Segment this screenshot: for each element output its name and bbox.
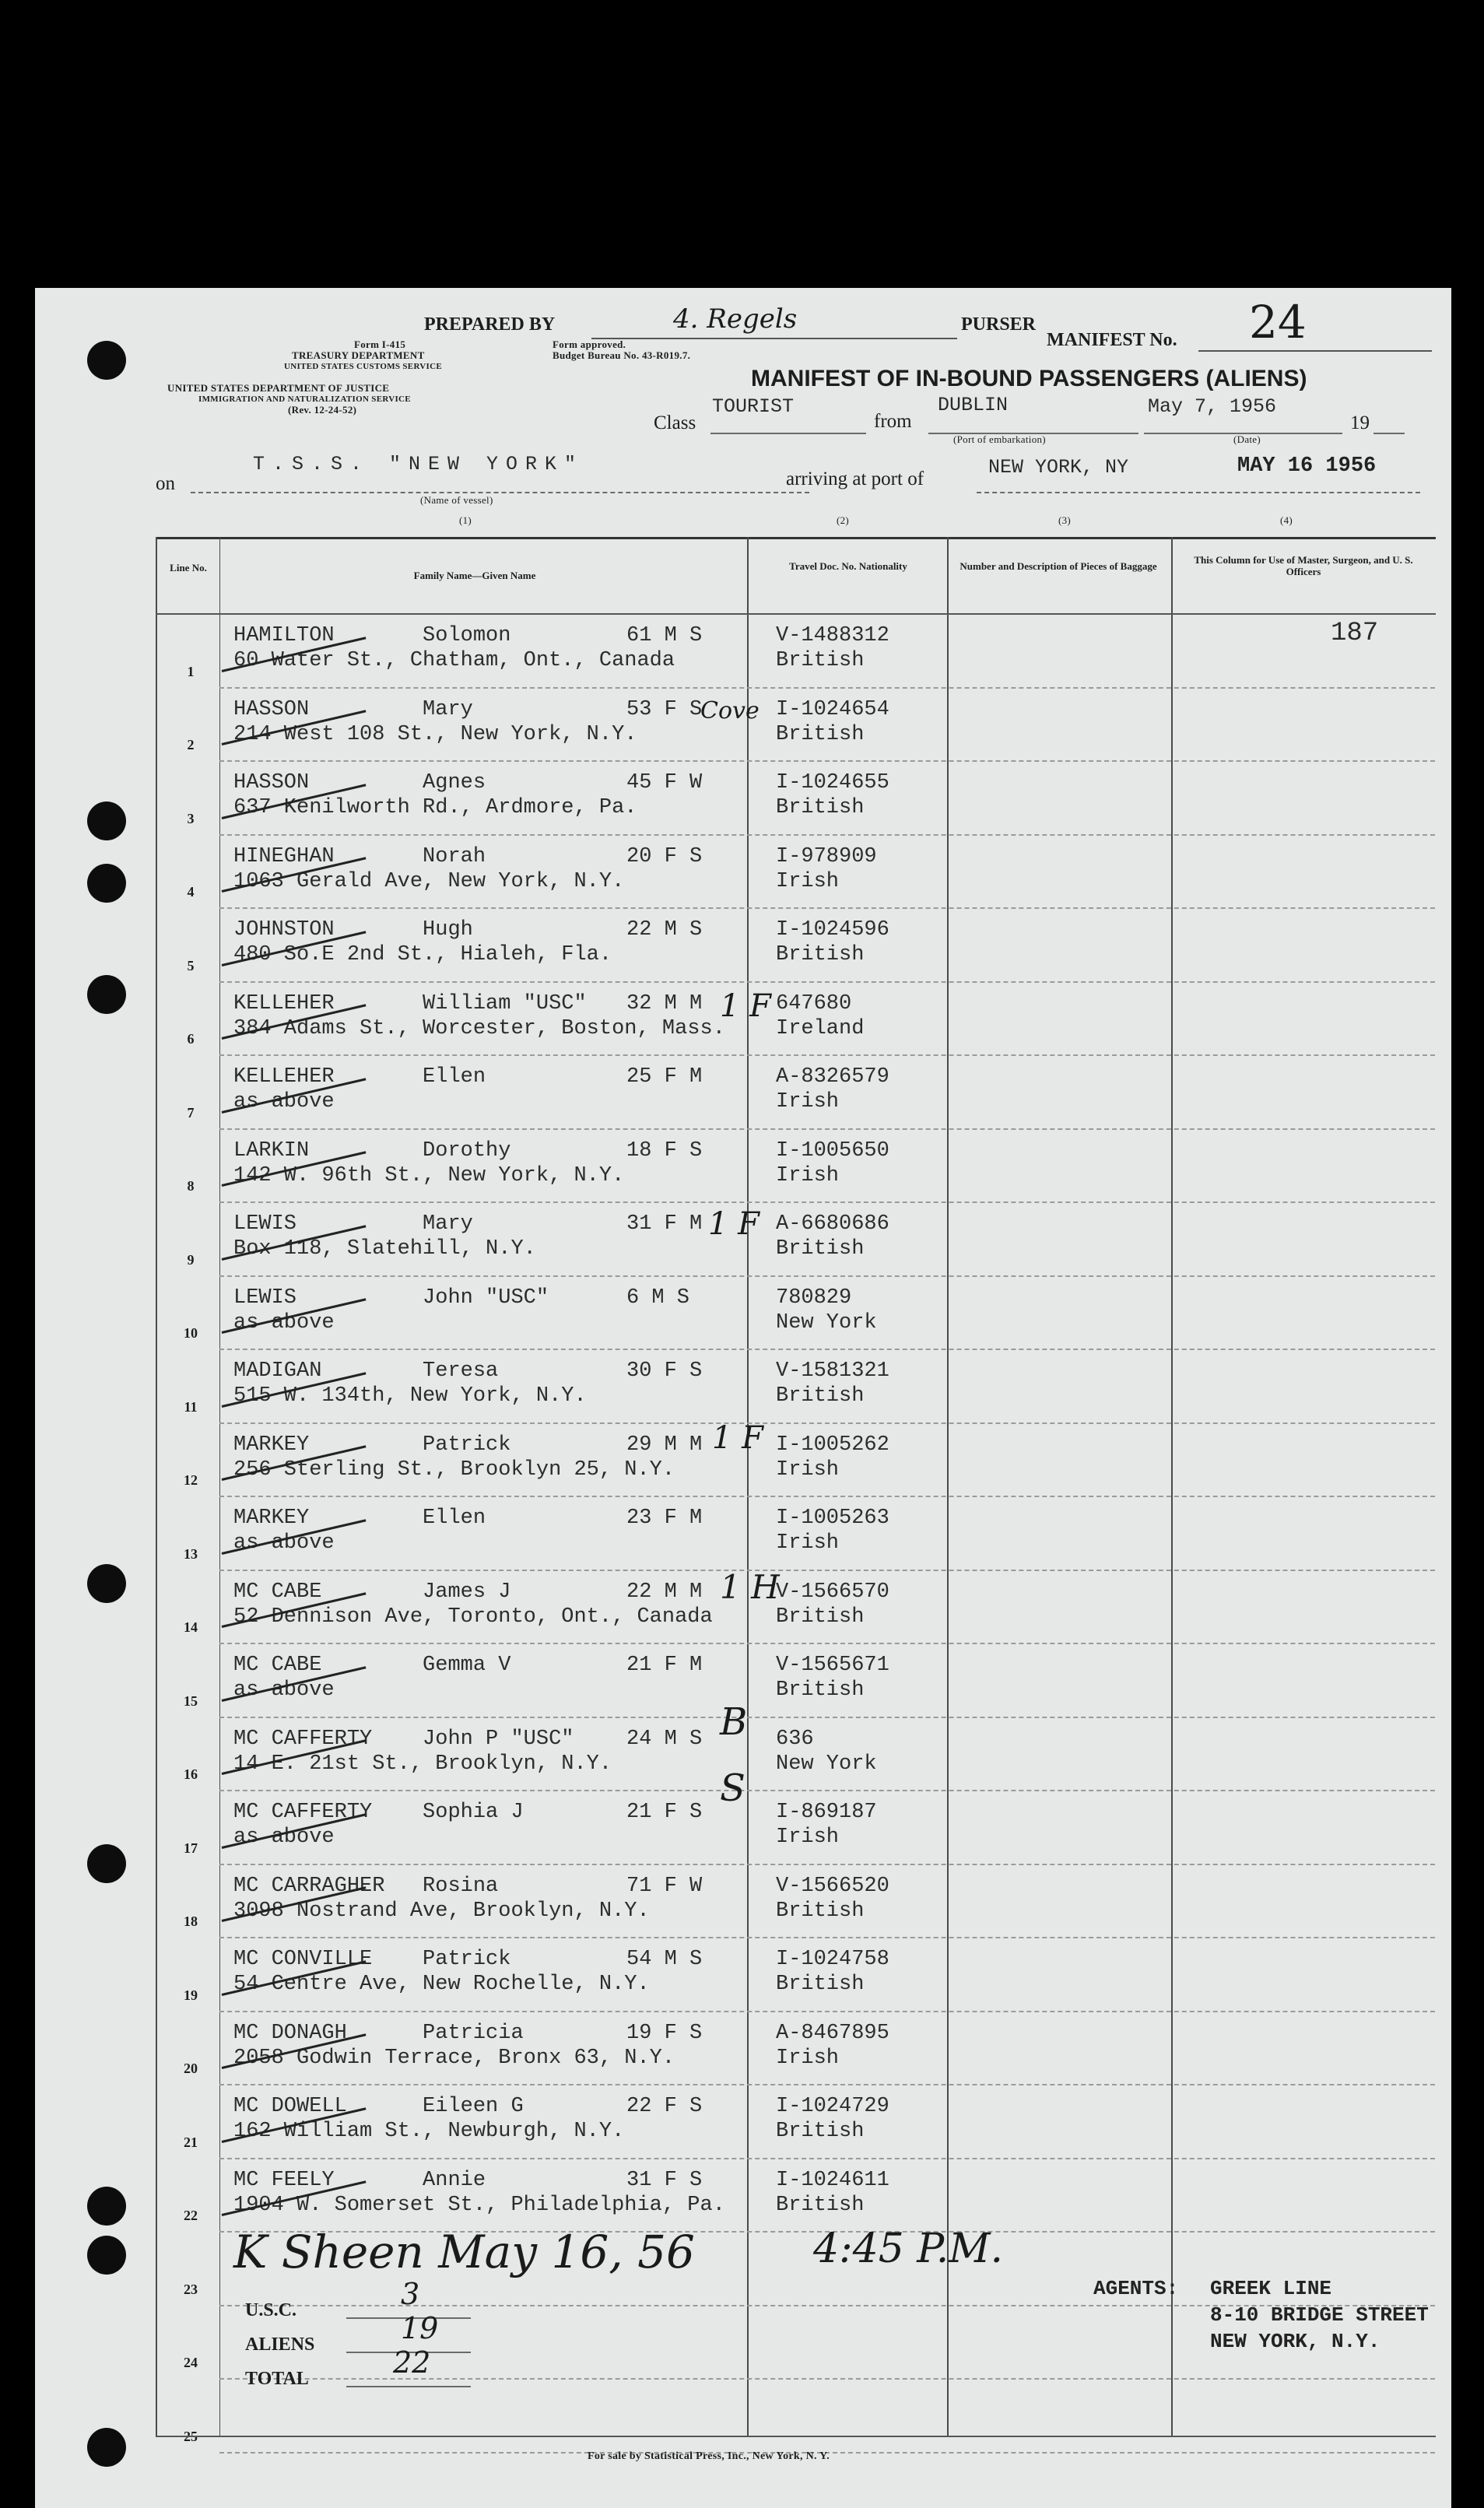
age-sex-status: 30 F S	[626, 1359, 703, 1383]
passenger-name: MARKEY Ellen	[233, 1507, 486, 1530]
punch-hole	[87, 1844, 126, 1883]
line-number: 3	[187, 810, 195, 826]
purser-label: PURSER	[961, 314, 1037, 335]
travel-doc-number: I-978909	[776, 844, 877, 868]
vessel-label: (Name of vessel)	[420, 494, 493, 506]
line-number: 10	[184, 1325, 198, 1341]
passenger-name: LARKIN Dorothy	[233, 1138, 511, 1163]
passenger-name: HASSON Agnes	[233, 771, 486, 794]
form-revision: (Rev. 12-24-52)	[288, 404, 357, 416]
nationality: Irish	[776, 1531, 840, 1555]
passenger-address: 54 Centre Ave, New Rochelle, N.Y.	[233, 1973, 650, 1996]
total-label: TOTAL	[245, 2369, 309, 2389]
line-number: 13	[184, 1545, 198, 1562]
passenger-address: 1904 W. Somerset St., Philadelphia, Pa.	[233, 2193, 725, 2217]
officer-count: 187	[1331, 619, 1379, 648]
punch-hole	[87, 802, 126, 840]
passenger-name: MC FEELY Annie	[233, 2168, 486, 2192]
travel-doc-number: I-1024654	[776, 697, 889, 721]
passenger-name: HASSON Mary	[233, 697, 473, 721]
total-value: 22	[393, 2345, 431, 2380]
table-left-border	[156, 537, 157, 2436]
line-number: 9	[187, 1251, 195, 1268]
nationality: New York	[776, 1310, 877, 1335]
col-head-travel-doc: Travel Doc. No. Nationality	[789, 560, 907, 572]
age-sex-status: 54 M S	[626, 1948, 703, 1971]
nationality: Irish	[776, 1826, 840, 1849]
line-number: 1	[187, 663, 195, 679]
passenger-address: 1063 Gerald Ave, New York, N.Y.	[233, 869, 625, 893]
col-num-3: (3)	[1058, 514, 1072, 526]
nationality: British	[776, 796, 865, 819]
margin-mark-cove: Cove	[700, 697, 760, 724]
punch-hole	[87, 341, 126, 380]
margin-mark-b: B	[720, 1700, 748, 1744]
col-head-officers: This Column for Use of Master, Surgeon, and U. S. Officers	[1194, 554, 1413, 577]
inspection-time: 4:45 P.M.	[813, 2226, 1004, 2272]
col-num-1: (1)	[459, 514, 472, 526]
nationality: Ireland	[776, 1016, 865, 1040]
passenger-name: HINEGHAN Norah	[233, 844, 486, 868]
age-sex-status: 18 F S	[626, 1138, 703, 1163]
class-underline	[710, 433, 866, 434]
manifest-no-underline	[1198, 350, 1432, 352]
form-approved: Form approved.	[553, 338, 626, 350]
row-divider	[219, 907, 1435, 909]
manifest-title: MANIFEST OF IN-BOUND PASSENGERS (ALIENS)	[751, 366, 1307, 391]
customs-service: UNITED STATES CUSTOMS SERVICE	[284, 362, 443, 371]
passenger-address: Box 118, Slatehill, N.Y.	[233, 1237, 536, 1261]
line-number: 12	[184, 1472, 198, 1488]
manifest-no-label: MANIFEST No.	[1047, 330, 1177, 350]
col-head-name: Family Name—Given Name	[413, 570, 536, 581]
line-number: 23	[184, 2281, 198, 2297]
nationality: British	[776, 2120, 865, 2143]
baggage-officer-divider	[1171, 537, 1173, 2436]
form-id: Form I-415	[354, 338, 406, 350]
age-sex-status: 23 F M	[626, 1507, 703, 1530]
travel-doc-number: I-1005262	[776, 1433, 889, 1457]
nationality: British	[776, 1605, 865, 1629]
travel-doc-number: I-1024729	[776, 2095, 889, 2118]
justice-department: UNITED STATES DEPARTMENT OF JUSTICE	[167, 382, 390, 394]
row-divider	[219, 1128, 1435, 1130]
nationality: British	[776, 1384, 865, 1408]
travel-doc-number: A-8467895	[776, 2021, 889, 2045]
travel-doc-number: I-1024611	[776, 2168, 889, 2192]
date-label: (Date)	[1233, 433, 1261, 445]
line-number: 5	[187, 957, 195, 973]
header-bottom-border	[156, 613, 1436, 615]
usc-label: U.S.C.	[245, 2300, 297, 2320]
vessel-value: T.S.S. "NEW YORK"	[253, 453, 584, 475]
travel-doc-number: 780829	[776, 1286, 852, 1310]
from-label: from	[874, 411, 912, 432]
agents-line2: 8-10 BRIDGE STREET	[1210, 2303, 1429, 2327]
nationality: Irish	[776, 1163, 840, 1187]
passenger-address: 637 Kenilworth Rd., Ardmore, Pa.	[233, 796, 637, 819]
port-underline	[977, 492, 1420, 493]
budget-bureau: Budget Bureau No. 43-R019.7.	[553, 349, 691, 361]
doc-baggage-divider	[947, 537, 949, 2436]
on-label: on	[156, 473, 175, 494]
agents-line3: NEW YORK, N.Y.	[1210, 2330, 1381, 2353]
age-sex-status: 22 M M	[626, 1580, 703, 1604]
margin-mark-1f: 1 F	[712, 1420, 763, 1456]
passenger-name: MC CAFFERTY John P "USC"	[233, 1727, 574, 1751]
passenger-address: 14 E. 21st St., Brooklyn, N.Y.	[233, 1752, 612, 1776]
line-number: 8	[187, 1178, 195, 1194]
passenger-address: 142 W. 96th St., New York, N.Y.	[233, 1163, 625, 1187]
travel-doc-number: I-1005650	[776, 1138, 889, 1163]
line-no-divider	[219, 537, 220, 2436]
prepared-by-signature: 4. Regels	[673, 303, 798, 335]
row-divider	[219, 2084, 1435, 2085]
nationality: British	[776, 1973, 865, 1996]
row-divider	[219, 1864, 1435, 1865]
col-num-2: (2)	[837, 514, 850, 526]
passenger-address: 52 Dennison Ave, Toronto, Ont., Canada	[233, 1605, 713, 1629]
agents-line1: GREEK LINE	[1210, 2277, 1332, 2300]
age-sex-status: 32 M M	[626, 991, 703, 1015]
row-divider	[219, 2011, 1435, 2012]
passenger-address: 515 W. 134th, New York, N.Y.	[233, 1384, 587, 1408]
passenger-address: 3098 Nostrand Ave, Brooklyn, N.Y.	[233, 1899, 650, 1923]
row-divider	[219, 1054, 1435, 1056]
line-number: 20	[184, 2061, 198, 2076]
line-number: 21	[184, 2134, 198, 2150]
punch-hole	[87, 2428, 126, 2467]
nationality: Irish	[776, 1457, 840, 1482]
row-divider	[219, 834, 1435, 836]
passenger-name: MC CABE Gemma V	[233, 1654, 511, 1677]
passenger-address: as above	[233, 1678, 335, 1702]
row-divider	[219, 760, 1435, 762]
nationality: British	[776, 649, 865, 672]
passenger-name: KELLEHER Ellen	[233, 1065, 486, 1089]
nationality: Irish	[776, 869, 840, 893]
age-sex-status: 53 F S	[626, 697, 703, 721]
travel-doc-number: I-1005263	[776, 1507, 889, 1530]
passenger-address: 384 Adams St., Worcester, Boston, Mass.	[233, 1016, 725, 1040]
passenger-address: as above	[233, 1826, 335, 1849]
passenger-name: MC DONAGH Patricia	[233, 2021, 524, 2045]
nationality: British	[776, 1899, 865, 1923]
passenger-address: 480 So.E 2nd St., Hialeh, Fla.	[233, 943, 612, 966]
line-number: 6	[187, 1031, 195, 1047]
passenger-name: JOHNSTON Hugh	[233, 918, 473, 942]
row-divider	[219, 1937, 1435, 1938]
from-value: DUBLIN	[938, 394, 1009, 416]
row-divider	[219, 2158, 1435, 2159]
travel-doc-number: V-1566520	[776, 1874, 889, 1898]
nationality: British	[776, 1237, 865, 1261]
passenger-name: MC CABE James J	[233, 1580, 511, 1604]
class-value: TOURIST	[712, 395, 795, 418]
passenger-address: 162 William St., Newburgh, N.Y.	[233, 2120, 625, 2143]
row-divider	[219, 981, 1435, 983]
table-bottom-border	[156, 2436, 1436, 2437]
age-sex-status: 22 F S	[626, 2095, 703, 2118]
passenger-address: 60 Water St., Chatham, Ont., Canada	[233, 649, 675, 672]
row-divider	[219, 1717, 1435, 1718]
age-sex-status: 61 M S	[626, 624, 703, 647]
margin-mark-1f: 1 F	[720, 988, 771, 1024]
vessel-underline	[191, 492, 809, 493]
col-head-line-no: Line No.	[170, 562, 207, 574]
passenger-address: 2058 Godwin Terrace, Bronx 63, N.Y.	[233, 2046, 675, 2070]
line-number: 2	[187, 737, 195, 752]
line-number: 22	[184, 2208, 198, 2223]
manifest-no-value: 24	[1249, 296, 1307, 349]
travel-doc-number: V-1581321	[776, 1359, 889, 1383]
age-sex-status: 22 M S	[626, 918, 703, 942]
age-sex-status: 71 F W	[626, 1874, 703, 1898]
line-number: 11	[184, 1398, 198, 1415]
row-divider	[219, 1275, 1435, 1277]
year-underline	[1373, 433, 1405, 434]
row-divider	[219, 687, 1435, 689]
row-divider	[219, 1349, 1435, 1350]
passenger-address: as above	[233, 1310, 335, 1335]
immigration-service: IMMIGRATION AND NATURALIZATION SERVICE	[198, 395, 411, 404]
total-underline	[346, 2386, 471, 2387]
row-divider	[219, 1496, 1435, 1497]
punch-hole	[87, 975, 126, 1014]
passenger-name: LEWIS Mary	[233, 1212, 473, 1236]
punch-hole	[87, 1564, 126, 1603]
table-top-border	[156, 537, 1436, 539]
travel-doc-number: I-1024655	[776, 771, 889, 794]
age-sex-status: 29 M M	[626, 1433, 703, 1457]
port-embarkation-label: (Port of embarkation)	[953, 433, 1046, 445]
travel-doc-number: V-1566570	[776, 1580, 889, 1604]
travel-doc-number: 636	[776, 1727, 814, 1751]
line-number: 15	[184, 1692, 198, 1709]
nationality: Irish	[776, 2046, 840, 2070]
col-num-4: (4)	[1280, 514, 1293, 526]
line-number: 16	[184, 1766, 198, 1782]
age-sex-status: 21 F S	[626, 1801, 703, 1824]
line-number: 14	[184, 1619, 198, 1635]
line-number: 7	[187, 1104, 195, 1121]
passenger-name: MC DOWELL Eileen G	[233, 2095, 524, 2118]
passenger-address: as above	[233, 1531, 335, 1555]
age-sex-status: 31 F S	[626, 2168, 703, 2192]
row-divider	[219, 1422, 1435, 1424]
passenger-address: as above	[233, 1090, 335, 1114]
line-number: 4	[187, 884, 195, 900]
year-suffix: 19	[1350, 412, 1370, 433]
punch-hole	[87, 864, 126, 903]
margin-mark-1h: 1 H	[720, 1568, 780, 1606]
travel-doc-number: 647680	[776, 991, 852, 1015]
travel-doc-number: I-1024758	[776, 1948, 889, 1971]
arriving-label: arriving at port of	[786, 468, 924, 489]
line-number: 17	[184, 1840, 198, 1856]
travel-doc-number: A-8326579	[776, 1065, 889, 1089]
margin-mark-1f: 1 F	[708, 1206, 760, 1242]
nationality: Irish	[776, 1090, 840, 1114]
prepared-by-underline	[591, 338, 957, 339]
age-sex-status: 25 F M	[626, 1065, 703, 1089]
passenger-name: LEWIS John "USC"	[233, 1286, 549, 1310]
treasury-department: TREASURY DEPARTMENT	[292, 349, 425, 361]
passenger-name: MARKEY Patrick	[233, 1433, 511, 1457]
line-number: 18	[184, 1913, 198, 1929]
travel-doc-number: V-1488312	[776, 624, 889, 647]
travel-doc-number: I-1024596	[776, 918, 889, 942]
age-sex-status: 21 F M	[626, 1654, 703, 1677]
age-sex-status: 6 M S	[626, 1286, 690, 1310]
row-divider	[219, 1201, 1435, 1203]
travel-doc-number: I-869187	[776, 1801, 877, 1824]
age-sex-status: 19 F S	[626, 2021, 703, 2045]
agents-label: AGENTS:	[1093, 2277, 1179, 2300]
nationality: British	[776, 2193, 865, 2217]
line-number: 19	[184, 1987, 198, 2003]
passenger-name: KELLEHER William "USC"	[233, 991, 587, 1015]
line-number: 25	[184, 2428, 198, 2444]
nationality: British	[776, 943, 865, 966]
prepared-by-label: PREPARED BY	[424, 314, 556, 335]
passenger-name: MC CARRAGHER Rosina	[233, 1874, 499, 1898]
passenger-name: MADIGAN Teresa	[233, 1359, 499, 1383]
col-head-baggage: Number and Description of Pieces of Baggage	[960, 560, 1157, 572]
row-divider	[219, 1643, 1435, 1644]
aliens-label: ALIENS	[245, 2334, 315, 2355]
arrival-date-stamp: MAY 16 1956	[1237, 454, 1377, 478]
age-sex-status: 20 F S	[626, 844, 703, 868]
aliens-value: 19	[401, 2311, 439, 2345]
nationality: British	[776, 1678, 865, 1702]
row-divider	[219, 1570, 1435, 1571]
port-value: NEW YORK, NY	[988, 456, 1129, 479]
age-sex-status: 24 M S	[626, 1727, 703, 1751]
punch-hole	[87, 2187, 126, 2226]
passenger-address: 256 Sterling St., Brooklyn 25, N.Y.	[233, 1457, 675, 1482]
printer-footer: For sale by Statistical Press, Inc., New York, N. Y.	[588, 2450, 830, 2462]
manifest-page	[35, 288, 1451, 2508]
punch-hole	[87, 2236, 126, 2275]
passenger-address: 214 West 108 St., New York, N.Y.	[233, 722, 637, 746]
row-divider	[219, 1790, 1435, 1791]
nationality: New York	[776, 1752, 877, 1776]
passenger-name: HAMILTON Solomon	[233, 624, 511, 647]
class-label: Class	[654, 412, 696, 433]
name-doc-divider	[747, 537, 749, 2436]
passenger-name: MC CAFFERTY Sophia J	[233, 1801, 524, 1824]
date-value: May 7, 1956	[1148, 395, 1277, 418]
travel-doc-number: V-1565671	[776, 1654, 889, 1677]
line-number: 24	[184, 2355, 198, 2370]
travel-doc-number: A-6680686	[776, 1212, 889, 1236]
officer-signature: K Sheen May 16, 56	[233, 2226, 695, 2278]
nationality: British	[776, 722, 865, 746]
age-sex-status: 45 F W	[626, 771, 703, 794]
passenger-name: MC CONVILLE Patrick	[233, 1948, 511, 1971]
margin-mark-s: S	[720, 1766, 746, 1810]
usc-value: 3	[401, 2277, 420, 2311]
age-sex-status: 31 F M	[626, 1212, 703, 1236]
